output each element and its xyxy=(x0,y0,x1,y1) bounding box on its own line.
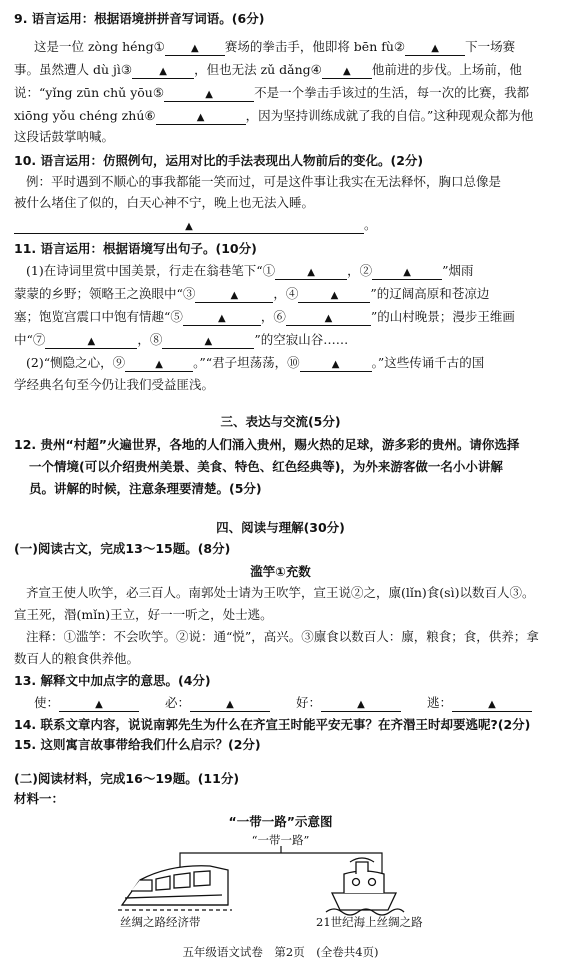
part-1-heading: (一)阅读古文，完成13～15题。(8分) xyxy=(14,541,231,556)
diagram-title: “一带一路”示意图 xyxy=(228,814,333,829)
blank-marker: ▲ xyxy=(324,313,333,324)
blank-marker: ▲ xyxy=(226,699,234,710)
q9-heading: 9. 语言运用：根据语境拼拼音写词语。(6分) xyxy=(14,11,265,26)
blank-marker: ▲ xyxy=(343,66,351,77)
q12-line-3: 员。讲解的时候，注意条理要清楚。(5分) xyxy=(29,481,262,496)
section-4-heading: 四、阅读与理解(30分) xyxy=(216,520,345,535)
blank-marker: ▲ xyxy=(159,66,167,77)
text: ，② xyxy=(347,263,373,278)
blank-marker: ▲ xyxy=(307,267,315,278)
text: 事。虽然遭人 dù jì③ xyxy=(14,62,133,77)
q14: 14. 联系文章内容，说说南郭先生为什么在齐宣王时能平安无事？在齐湣王时却要逃呢?(2分) xyxy=(14,717,531,732)
text: xiōng yǒu chéng zhú⑥ xyxy=(14,108,156,123)
blank-marker: ▲ xyxy=(190,43,199,54)
text: 这是一位 zòng héng① xyxy=(34,39,165,54)
q9-line-5: 这段话鼓掌呐喊。 xyxy=(14,129,115,144)
blank-marker: ▲ xyxy=(196,112,205,123)
q12-line-2: 一个情境(可以介绍贵州美景、美食、特色、红色经典等)，为外来游客做一名小小讲解 xyxy=(29,459,503,474)
word-label: 好： xyxy=(296,695,322,710)
text: 蒙蒙的乡野；领略王之涣眼中“③ xyxy=(14,286,196,301)
text: ，⑥ xyxy=(260,309,286,324)
text: ，但也无法 zǔ dǎng④ xyxy=(194,62,322,77)
text: (2)“恻隐之心，⑨ xyxy=(26,355,126,370)
ship-icon xyxy=(326,858,404,915)
blank-marker: ▲ xyxy=(488,699,496,710)
text: ”烟雨 xyxy=(442,263,474,278)
q11-line-6: 学经典名句至今仍让我们受益匪浅。 xyxy=(14,377,215,392)
blank-marker: ▲ xyxy=(431,43,439,54)
blank-marker: ▲ xyxy=(403,267,411,278)
blank-marker: ▲ xyxy=(330,290,339,301)
text: 。”这些传诵千古的国 xyxy=(371,355,485,370)
material-1-label: 材料一： xyxy=(14,791,65,806)
text: 。 xyxy=(364,217,377,232)
text: 不是一个拳击手该过的生活，每一次的比赛，我都 xyxy=(254,85,530,100)
blank-marker: ▲ xyxy=(204,336,213,347)
text: ”的辽阔高原和苍凉边 xyxy=(370,286,490,301)
blank-marker: ▲ xyxy=(230,290,239,301)
text: 下一场赛 xyxy=(465,39,516,54)
text: ”的空寂山谷…… xyxy=(254,332,349,347)
text: ，因为坚持训练成就了我的自信。”这种现观众都为他 xyxy=(245,108,534,123)
blank-marker: ▲ xyxy=(331,359,340,370)
part-2-heading: (二)阅读材料，完成16～19题。(11分) xyxy=(14,771,240,786)
q10-example-1: 例：平时遇到不顺心的事我都能一笑而过，可是这件事让我实在无法释怀，胸口总像是 xyxy=(26,174,502,189)
classical-text-title: 滥竽①充数 xyxy=(250,564,311,579)
q10-heading: 10. 语言运用：仿照例句，运用对比的手法表现出人物前后的变化。(2分) xyxy=(14,153,424,168)
text: 中“⑦ xyxy=(14,332,46,347)
blank-marker: ▲ xyxy=(185,221,193,232)
blank-marker: ▲ xyxy=(218,313,226,324)
classical-notes-line-2: 数百人的粮食供养他。 xyxy=(14,651,140,666)
q10-example-2: 被什么堵住了似的，白天心神不宁，晚上也无法入睡。 xyxy=(14,195,315,210)
blank-marker: ▲ xyxy=(155,359,163,370)
blank-marker: ▲ xyxy=(95,699,103,710)
text: (1)在诗词里赏中国美景，行走在翁巷笔下“① xyxy=(26,263,276,278)
text: 赛场的拳击手，他即将 bēn fù② xyxy=(224,39,406,54)
text: 他前进的步伐。上场前，他 xyxy=(371,62,522,77)
text: 塞；饱览宫震口中饱有情趣“⑤ xyxy=(14,309,183,324)
word-label: 使： xyxy=(34,695,60,710)
classical-text-line-1: 齐宣王使人吹竽，必三百人。南郭处士请为王吹竽，宣王说②之，廪(lǐn)食(sì)以数百人③。 xyxy=(26,585,535,600)
text: 说：“yǐng zūn chǔ yōu⑤ xyxy=(14,85,165,100)
text: ”的山村晚景；漫步王维画 xyxy=(370,309,515,324)
q11-heading: 11. 语言运用：根据语境写出句子。(10分) xyxy=(14,241,257,256)
page-footer: 五年级语文试卷 第2页 (全卷共4页) xyxy=(182,945,379,959)
train-icon xyxy=(118,866,232,910)
classical-text-line-2: 宣王死，湣(mǐn)王立，好一一听之，处士逃。 xyxy=(14,607,273,622)
word-label: 逃： xyxy=(427,695,453,710)
blank-marker: ▲ xyxy=(357,699,365,710)
text: ，④ xyxy=(273,286,299,301)
text: ，⑧ xyxy=(137,332,163,347)
q13-heading: 13. 解释文中加点字的意思。(4分) xyxy=(14,673,211,688)
section-3-heading: 三、表达与交流(5分) xyxy=(220,414,341,429)
classical-notes-line-1: 注释：①滥竽：不会吹竽。②说：通“悦”，高兴。③廪食以数百人：廪，粮食；食，供养；拿 xyxy=(26,629,539,644)
q12-line-1: 12. 贵州“村超”火遍世界，各地的人们涌入贵州，赐火热的足球，游多彩的贵州。请你选择 xyxy=(14,437,520,452)
q15: 15. 这则寓言故事带给我们什么启示？(2分) xyxy=(14,737,261,752)
diagram-left-label: 丝绸之路经济带 xyxy=(120,915,201,929)
blank-marker: ▲ xyxy=(205,89,213,100)
word-label: 必： xyxy=(165,695,191,710)
diagram-right-label: 21世纪海上丝绸之路 xyxy=(316,915,423,929)
text: 。”“君子坦荡荡，⑩ xyxy=(193,355,300,370)
diagram-top-label: “一带一路” xyxy=(251,833,310,847)
blank-marker: ▲ xyxy=(87,336,96,347)
